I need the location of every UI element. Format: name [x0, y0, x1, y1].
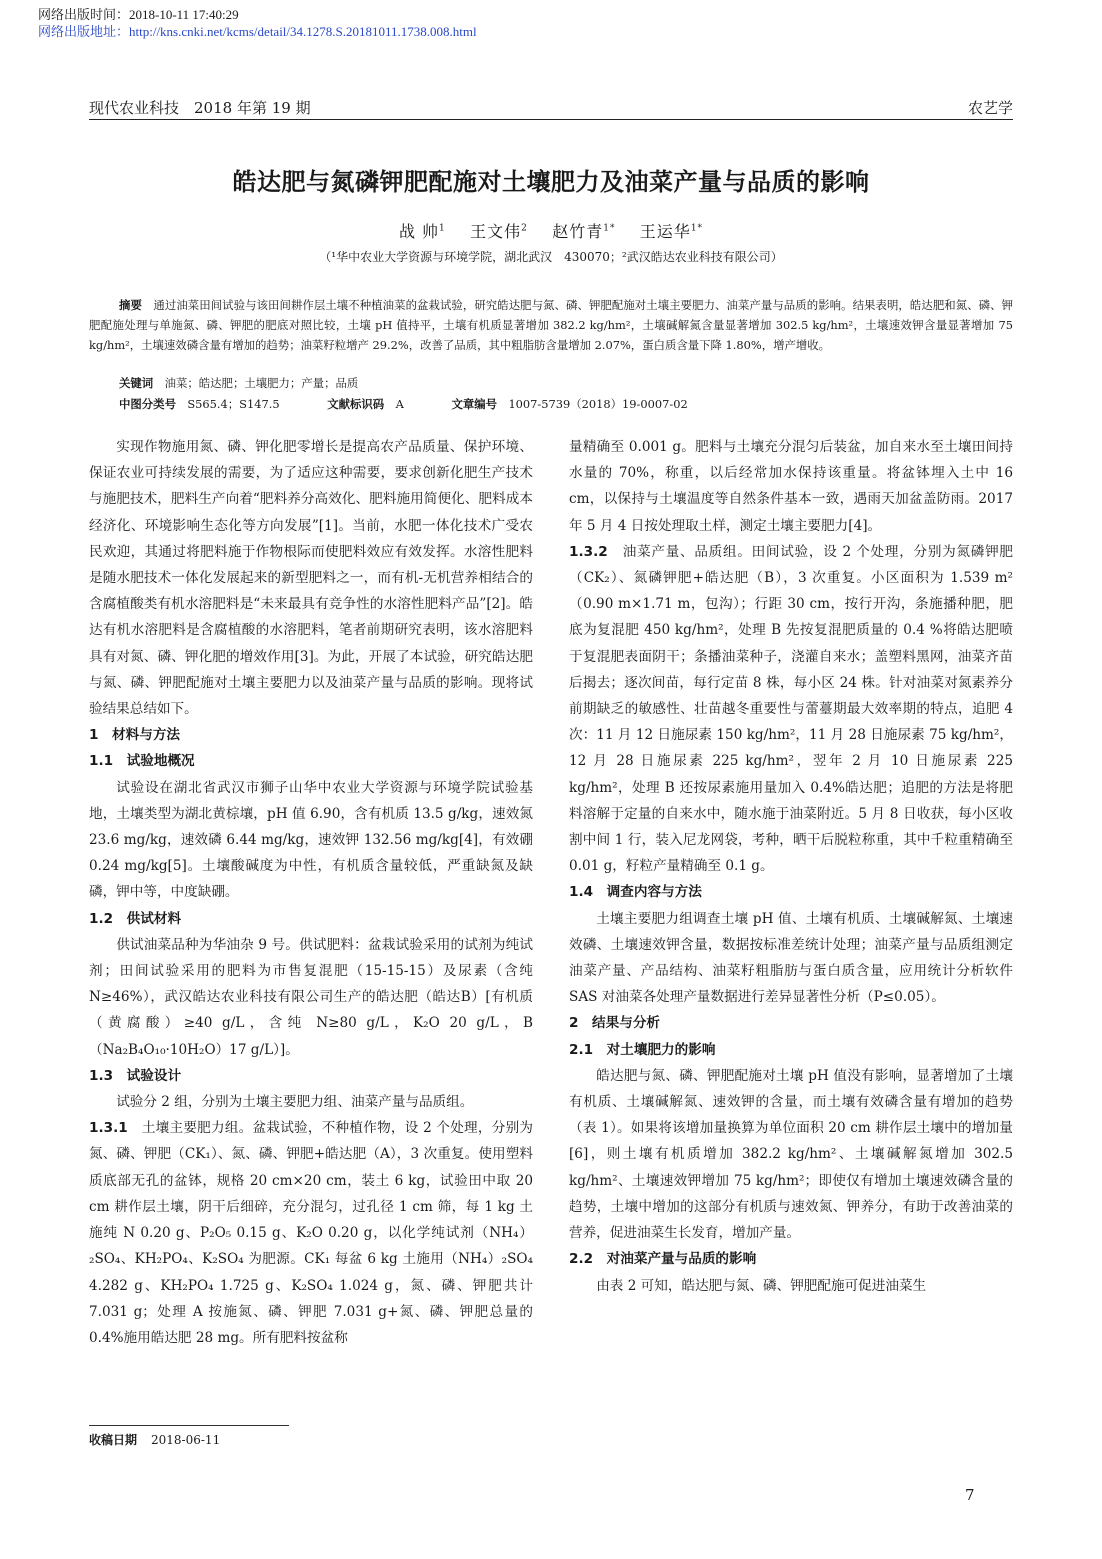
- intro-paragraph: 实现作物施用氮、磷、钾化肥零增长是提高农产品质量、保护环境、保证农业可持续发展的需要，为了适应这种需要，要求创新化肥生产技术与施肥技术，肥料生产向着“肥料养分高效化、肥料施用简便化、肥料成本经济化、环境影响生态化等方向发展”[1]。当前，水肥一体化技术广受农民欢迎，其通过将肥料施于作物根际而使肥料效应有效发挥。水溶性肥料是随水肥技术一体化发展起来的新型肥料之一，而有机-无机营养相结合的含腐植酸类有机水溶肥料是“未来最具有竞争性的水溶性肥料产品”[2]。皓达有机水溶肥料是含腐植酸的水溶肥料，笔者前期研究表明，该水溶肥料具有对氮、磷、钾化肥的增效作用[3]。为此，开展了本试验，研究皓达肥与氮、磷、钾肥配施对土壤主要肥力以及油菜产量与品质的影响。现将试验结果总结如下。: [89, 439, 533, 718]
- author: 赵竹青: [552, 222, 604, 241]
- subsubsection-number: 1.3.2: [569, 543, 608, 560]
- pub-time: 网络出版时间：2018-10-11 17:40:29: [38, 7, 239, 22]
- clc-value: S565.4；S147.5: [187, 397, 280, 411]
- body-paragraph: 皓达肥与氮、磷、钾肥配施对土壤 pH 值没有影响，显著增加了土壤有机质、土壤碱解氮、速效钾的含量，而土壤有效磷含量有增加的趋势（表 1）。如果将该增加量换算为单位面积 20 cm 耕作层土壤中的增加量[6]，则土壤有机质增加 382.2 kg/hm²、土壤碱解氮增加 302.5 kg/hm²、土壤速效钾增加 75 kg/hm²；即使仅有增加土壤速效磷含量的趋势，土壤中增加的这部分有机质与速效氮、钾养分，有助于改善油菜的营养，促进油菜生长发育，增加产量。: [569, 1067, 1013, 1242]
- article-value: 1007-5739（2018）19-0007-02: [508, 397, 688, 411]
- body-text: 土壤主要肥力组。盆栽试验，不种植作物，设 2 个处理，分别为氮、磷、钾肥（CK₁）、氮、磷、钾肥+皓达肥（A），3 次重复。使用塑料质底部无孔的盆钵，规格 20 cm×20 cm，装土 6 kg，试验田中取 20 cm 耕作层土壤，阴干后细碎，充分混匀，过孔径 1 cm 筛，每 1 kg 土施纯 N 0.20 g、P₂O₅ 0.15 g、K₂O 0.20 g，以化学纯试剂（NH₄）₂SO₄、KH₂PO₄、K₂SO₄ 为肥源。CK₁ 每盆 6 kg 土施用（NH₄）₂SO₄ 4.282 g、KH₂PO₄ 1.725 g、K₂SO₄ 1.024 g，氮、磷、钾肥共计 7.031 g；处理 A 按施氮、磷、钾肥 7.031 g+氮、磷、钾肥总量的 0.4%施用皓达肥 28 mg。所有肥料按盆称: [89, 1120, 534, 1346]
- subsubsection-number: 1.3.1: [89, 1120, 128, 1137]
- subsection-heading: 1.3 试验设计: [89, 1067, 182, 1084]
- right-column: [569, 434, 1013, 1299]
- body-paragraph: 供试油菜品种为华油杂 9 号。供试肥料：盆栽试验采用的试剂为纯试剂；田间试验采用的肥料为市售复混肥（15-15-15）及尿素（含纯N≥46%），武汉皓达农业科技有限公司生产的皓达肥（皓达B）[有机质（黄腐酸）≥40 g/L，含纯 N≥80 g/L，K₂O 20 g/L，B（Na₂B₄O₁₀·10H₂O）17 g/L）]。: [89, 936, 533, 1058]
- author-sup: 2: [521, 223, 528, 234]
- author-list: [89, 219, 1013, 242]
- author: 战 帅: [398, 222, 440, 241]
- body-paragraph: 土壤主要肥力组调查土壤 pH 值、土壤有机质、土壤碱解氮、土壤速效磷、土壤速效钾含量，数据按标准差统计处理；油菜产量与品质组测定油菜产量、产品结构、油菜籽粗脂肪与蛋白质含量，应用统计分析软件 SAS 对油菜各处理产量数据进行差异显著性分析（P≤0.05）。: [569, 910, 1013, 1006]
- abstract: [89, 295, 1013, 355]
- journal-issue: 现代农业科技 2018 年第 19 期: [89, 99, 311, 117]
- abstract-label: 摘要: [119, 298, 142, 312]
- article-label: 文章编号: [451, 397, 498, 411]
- author: 王运华: [639, 222, 691, 241]
- section-heading: 2 结果与分析: [569, 1015, 661, 1032]
- subsection-heading: 1.1 试验地概况: [89, 753, 195, 770]
- body-paragraph: 试验分 2 组，分别为土壤主要肥力组、油菜产量与品质组。: [116, 1094, 474, 1111]
- section-name: 农艺学: [967, 99, 1013, 117]
- author-sup: 1*: [603, 223, 616, 234]
- received-value: 2018-06-11: [151, 1433, 221, 1447]
- page-number: 7: [965, 1486, 975, 1504]
- author-sup: 1: [439, 223, 446, 234]
- left-column: [89, 434, 533, 1351]
- subsection-heading: 1.2 供试材料: [89, 910, 182, 927]
- body-paragraph: 量精确至 0.001 g。肥料与土壤充分混匀后装盆，加自来水至土壤田间持水量的 70%，称重，以后经常加水保持该重量。将盆钵埋入土中 16 cm，以保持与土壤温度等自然条件基本一致，遇雨天加盆盖防雨。2017 年 5 月 4 日按处理取土样，测定土壤主要肥力[4]。: [569, 439, 1013, 534]
- pub-url[interactable]: 网络出版地址：http://kns.cnki.net/kcms/detail/34.1278.S.20181011.1738.008.html: [38, 24, 477, 39]
- body-paragraph: [89, 1115, 533, 1351]
- author-sup: 1*: [690, 223, 704, 234]
- article-title: 皓达肥与氮磷钾肥配施对土壤肥力及油菜产量与品质的影响: [232, 168, 870, 196]
- abstract-text: 通过油菜田间试验与该田间耕作层土壤不种植油菜的盆栽试验，研究皓达肥与氮、磷、钾肥配施对土壤主要肥力、油菜产量与品质的影响。结果表明，皓达肥和氮、磷、钾肥配施处理与单施氮、磷、钾肥的肥底对照比较，土壤 pH 值持平，土壤有机质显著增加 382.2 kg/hm²，土壤碱解氮含量显著增加 302.5 kg/hm²，土壤速效钾含量显著增加 75 kg/hm²，土壤速效磷含量有增加的趋势；油菜籽粒增产 29.2%，改善了品质，其中粗脂肪含量增加 2.07%，蛋白质含量下降 1.80%，增产增收。: [89, 298, 1013, 352]
- received-label: 收稿日期: [89, 1433, 138, 1447]
- keywords-label: 关键词: [119, 376, 154, 390]
- body-paragraph: [569, 539, 1013, 880]
- body-paragraph: 试验设在湖北省武汉市狮子山华中农业大学资源与环境学院试验基地，土壤类型为湖北黄棕壤，pH 值 6.90，含有机质 13.5 g/kg，速效氮 23.6 mg/kg，速效磷 6.44 mg/kg，速效钾 132.56 mg/kg[4]，有效硼 0.24 mg/kg[5]。土壤酸碱度为中性，有机质含量较低，严重缺氮及缺磷，钾中等，中度缺硼。: [89, 779, 533, 901]
- doc-label: 文献标识码: [327, 397, 385, 411]
- section-heading: 1 材料与方法: [89, 727, 181, 744]
- body-text: 油菜产量、品质组。田间试验，设 2 个处理，分别为氮磷钾肥（CK₂）、氮磷钾肥+皓达肥（B），3 次重复。小区面积为 1.539 m²（0.90 m×1.71 m，包沟）；行距 30 cm，按行开沟，条施播种肥，肥底为复混肥 450 kg/hm²，处理 B 先按复混肥质量的 0.4 %将皓达肥喷于复混肥表面阴干；条播油菜种子，浇灌自来水；盖塑料黑网，油菜齐苗后揭去；逐次间苗，每行定苗 8 株，每小区 24 株。针对油菜对氮素养分前期缺乏的敏感性、壮苗越冬重要性与蕾薹期最大效率期的特点，追肥 4 次：11 月 12 日施尿素 150 kg/hm²，11 月 28 日施尿素 75 kg/hm²，12 月 28 日施尿素 225 kg/hm²，翌年 2 月 10 日施尿素 225 kg/hm²，处理 B 还按尿素施用量加入 0.4%皓达肥；追肥的方法是将肥料溶解于定量的自来水中，随水施于油菜附近。5 月 8 日收获，每小区收割中间 1 行，装入尼龙网袋，考种，晒干后脱粒称重，其中千粒重精确至 0.01 g，籽粒产量精确至 0.1 g。: [569, 543, 1014, 875]
- body-paragraph: 由表 2 可知，皓达肥与氮、磷、钾肥配施可促进油菜生: [596, 1277, 927, 1294]
- running-header: [89, 97, 1013, 120]
- keywords: [119, 375, 358, 391]
- affiliation: （¹华中农业大学资源与环境学院，湖北武汉 430070；²武汉皓达农业科技有限公司）: [319, 250, 783, 264]
- keywords-text: 油菜；皓达肥；土壤肥力；产量；品质: [164, 376, 359, 390]
- subsection-heading: 2.2 对油菜产量与品质的影响: [569, 1251, 757, 1268]
- subsection-heading: 2.1 对土壤肥力的影响: [569, 1041, 716, 1058]
- doc-value: A: [395, 397, 404, 411]
- publication-info: [38, 6, 477, 40]
- footnote-divider: [89, 1425, 289, 1426]
- subsection-heading: 1.4 调查内容与方法: [569, 884, 702, 901]
- received-date: [89, 1431, 220, 1448]
- classification-line: [119, 396, 732, 412]
- clc-label: 中图分类号: [119, 397, 176, 411]
- author: 王文伟: [470, 222, 522, 241]
